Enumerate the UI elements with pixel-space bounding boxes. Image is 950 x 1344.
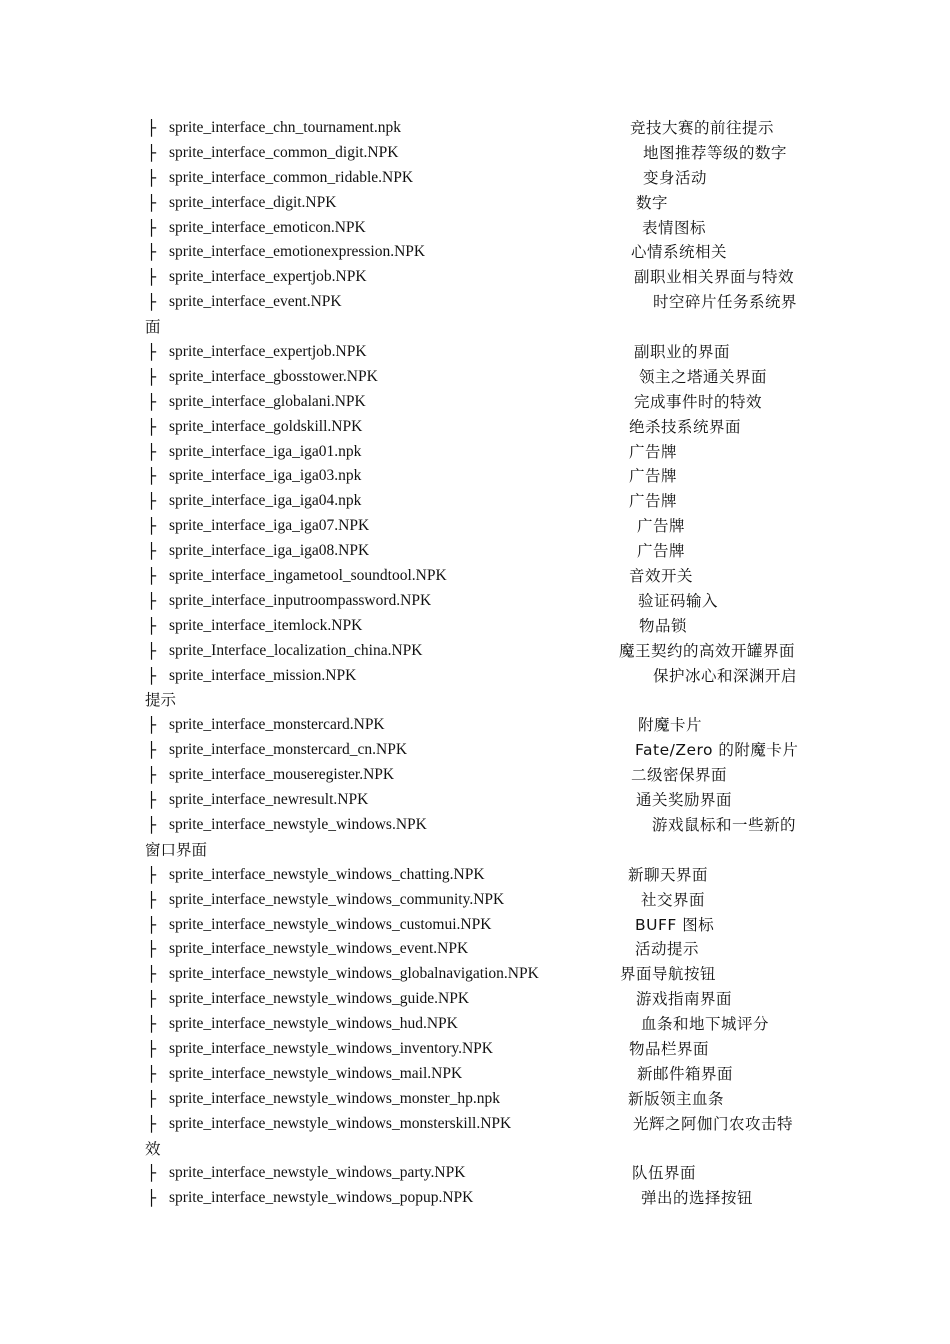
file-description: 通关奖励界面 — [636, 791, 733, 810]
file-description: 数字 — [636, 193, 669, 212]
tree-branch-icon: ├ — [147, 1114, 157, 1133]
file-name: sprite_Interface_localization_china.NPK — [169, 641, 423, 659]
tree-branch-icon: ├ — [147, 442, 157, 461]
tree-branch-icon: ├ — [147, 1164, 157, 1183]
list-item — [145, 1037, 815, 1062]
file-description: 队伍界面 — [632, 1164, 697, 1183]
list-item — [145, 216, 815, 241]
tree-branch-icon: ├ — [147, 517, 157, 536]
file-name: sprite_interface_common_ridable.NPK — [169, 168, 414, 186]
file-description: 界面导航按钮 — [620, 965, 717, 984]
file-name: sprite_interface_emoticon.NPK — [169, 218, 366, 236]
wrapped-line — [145, 688, 815, 713]
list-item — [145, 1012, 815, 1037]
tree-branch-icon: ├ — [147, 990, 157, 1009]
tree-branch-icon: ├ — [147, 243, 157, 262]
list-item — [145, 390, 815, 415]
file-description: 广告牌 — [629, 467, 678, 486]
file-description: 领主之塔通关界面 — [639, 367, 768, 386]
file-name: sprite_interface_newstyle_windows_mail.NPK — [169, 1064, 463, 1082]
list-item — [145, 1087, 815, 1112]
tree-branch-icon: ├ — [147, 293, 157, 312]
file-name: sprite_interface_iga_iga07.NPK — [169, 517, 370, 535]
list-item — [145, 1112, 815, 1137]
file-name: sprite_interface_newstyle_windows_monster_hp.npk — [169, 1089, 501, 1107]
file-name: sprite_interface_event.NPK — [169, 293, 342, 311]
file-description: 副职业相关界面与特效 — [634, 268, 795, 287]
tree-branch-icon: ├ — [147, 890, 157, 909]
description-continuation: 窗口界面 — [145, 840, 208, 859]
file-name: sprite_interface_newstyle_windows_hud.NPK — [169, 1015, 458, 1033]
file-name: sprite_interface_monstercard_cn.NPK — [169, 741, 408, 759]
list-item — [145, 763, 815, 788]
list-item — [145, 440, 815, 465]
file-name: sprite_interface_goldskill.NPK — [169, 417, 363, 435]
file-description: 新聊天界面 — [628, 865, 709, 884]
file-name: sprite_interface_ingametool_soundtool.NPK — [169, 567, 447, 585]
tree-branch-icon: ├ — [147, 791, 157, 810]
file-name: sprite_interface_newstyle_windows_community.NPK — [169, 890, 505, 908]
description-continuation: 面 — [145, 318, 161, 337]
list-item — [145, 913, 815, 938]
tree-branch-icon: ├ — [147, 591, 157, 610]
list-item — [145, 813, 815, 838]
tree-branch-icon: ├ — [147, 168, 157, 187]
file-name: sprite_interface_expertjob.NPK — [169, 268, 367, 286]
tree-branch-icon: ├ — [147, 343, 157, 362]
file-name: sprite_interface_mission.NPK — [169, 666, 357, 684]
description-continuation: 提示 — [145, 691, 177, 710]
list-item — [145, 1186, 815, 1211]
description-continuation: 效 — [145, 1139, 161, 1158]
tree-branch-icon: ├ — [147, 915, 157, 934]
list-item — [145, 365, 815, 390]
list-item — [145, 290, 815, 315]
file-name: sprite_interface_itemlock.NPK — [169, 616, 363, 634]
tree-branch-icon: ├ — [147, 392, 157, 411]
list-item — [145, 240, 815, 265]
file-name: sprite_interface_iga_iga03.npk — [169, 467, 362, 485]
list-item — [145, 987, 815, 1012]
file-description: 游戏指南界面 — [636, 990, 733, 1009]
file-description: 活动提示 — [635, 940, 700, 959]
wrapped-line — [145, 315, 815, 340]
list-item — [145, 639, 815, 664]
file-name: sprite_interface_newstyle_windows_popup.NPK — [169, 1189, 474, 1207]
list-item — [145, 888, 815, 913]
tree-branch-icon: ├ — [147, 218, 157, 237]
list-item — [145, 713, 815, 738]
list-item — [145, 564, 815, 589]
tree-branch-icon: ├ — [147, 616, 157, 635]
list-item — [145, 962, 815, 987]
list-item — [145, 863, 815, 888]
tree-branch-icon: ├ — [147, 865, 157, 884]
file-description: 广告牌 — [629, 492, 678, 511]
file-name: sprite_interface_newresult.NPK — [169, 791, 369, 809]
file-description: 广告牌 — [637, 542, 686, 561]
file-description: 保护冰心和深渊开启 — [653, 666, 798, 685]
file-description: 心情系统相关 — [631, 243, 728, 262]
file-name: sprite_interface_iga_iga01.npk — [169, 442, 362, 460]
file-description: 物品栏界面 — [629, 1039, 710, 1058]
file-name: sprite_interface_inputroompassword.NPK — [169, 591, 432, 609]
file-name: sprite_interface_gbosstower.NPK — [169, 367, 378, 385]
file-description: 二级密保界面 — [631, 766, 728, 785]
tree-branch-icon: ├ — [147, 143, 157, 162]
file-description: 地图推荐等级的数字 — [643, 143, 788, 162]
file-name: sprite_interface_emotionexpression.NPK — [169, 243, 426, 261]
list-item — [145, 1161, 815, 1186]
file-name: sprite_interface_expertjob.NPK — [169, 343, 367, 361]
list-item — [145, 1062, 815, 1087]
tree-branch-icon: ├ — [147, 268, 157, 287]
tree-branch-icon: ├ — [147, 716, 157, 735]
list-item — [145, 116, 815, 141]
file-name: sprite_interface_iga_iga08.NPK — [169, 542, 370, 560]
tree-branch-icon: ├ — [147, 815, 157, 834]
file-description: 验证码输入 — [638, 591, 719, 610]
tree-branch-icon: ├ — [147, 417, 157, 436]
tree-branch-icon: ├ — [147, 965, 157, 984]
list-item — [145, 514, 815, 539]
file-description: 变身活动 — [643, 168, 708, 187]
file-name: sprite_interface_newstyle_windows_globalnavigation.NPK — [169, 965, 539, 983]
tree-branch-icon: ├ — [147, 666, 157, 685]
list-item — [145, 340, 815, 365]
tree-branch-icon: ├ — [147, 1015, 157, 1034]
file-description: 新邮件箱界面 — [637, 1064, 734, 1083]
list-item — [145, 589, 815, 614]
wrapped-line — [145, 1137, 815, 1162]
file-name: sprite_interface_digit.NPK — [169, 193, 337, 211]
file-description: 完成事件时的特效 — [634, 392, 763, 411]
list-item — [145, 664, 815, 689]
file-description: 竞技大赛的前往提示 — [630, 119, 775, 137]
file-description: 血条和地下城评分 — [641, 1015, 770, 1034]
tree-branch-icon: ├ — [147, 1039, 157, 1058]
file-description: 广告牌 — [629, 442, 678, 461]
file-description: 社交界面 — [641, 890, 706, 909]
file-name: sprite_interface_newstyle_windows_guide.NPK — [169, 990, 470, 1008]
file-description: 游戏鼠标和一些新的 — [652, 815, 797, 834]
file-name: sprite_interface_newstyle_windows_monsterskill.NPK — [169, 1114, 512, 1132]
tree-branch-icon: ├ — [147, 492, 157, 511]
file-name: sprite_interface_newstyle_windows_customui.NPK — [169, 915, 492, 933]
tree-branch-icon: ├ — [147, 641, 157, 660]
file-description: 音效开关 — [629, 567, 694, 586]
list-item — [145, 788, 815, 813]
file-name: sprite_interface_mouseregister.NPK — [169, 766, 395, 784]
file-name: sprite_interface_monstercard.NPK — [169, 716, 385, 734]
file-description: 绝杀技系统界面 — [629, 417, 742, 436]
list-item — [145, 141, 815, 166]
file-description: 附魔卡片 — [638, 716, 703, 735]
list-item — [145, 614, 815, 639]
file-name: sprite_interface_common_digit.NPK — [169, 143, 399, 161]
tree-branch-icon: ├ — [147, 741, 157, 760]
file-description: 弹出的选择按钮 — [641, 1189, 754, 1208]
file-description: 广告牌 — [637, 517, 686, 536]
file-name: sprite_interface_newstyle_windows_inventory.NPK — [169, 1039, 493, 1057]
tree-branch-icon: ├ — [147, 940, 157, 959]
tree-branch-icon: ├ — [147, 1189, 157, 1208]
file-name: sprite_interface_newstyle_windows_party.NPK — [169, 1164, 466, 1182]
wrapped-line — [145, 838, 815, 863]
tree-branch-icon: ├ — [147, 467, 157, 486]
list-item — [145, 464, 815, 489]
file-description: 副职业的界面 — [634, 343, 731, 362]
list-item — [145, 191, 815, 216]
list-item — [145, 415, 815, 440]
list-item — [145, 489, 815, 514]
file-description: 时空碎片任务系统界 — [653, 293, 798, 312]
file-name: sprite_interface_iga_iga04.npk — [169, 492, 362, 510]
tree-branch-icon: ├ — [147, 542, 157, 561]
tree-branch-icon: ├ — [147, 766, 157, 785]
file-description: 魔王契约的高效开罐界面 — [619, 641, 796, 660]
file-name: sprite_interface_newstyle_windows_event.NPK — [169, 940, 469, 958]
file-description: 物品锁 — [639, 616, 688, 635]
tree-branch-icon: ├ — [147, 193, 157, 212]
tree-branch-icon: ├ — [147, 567, 157, 586]
file-description: 新版领主血条 — [628, 1089, 725, 1108]
file-listing — [145, 116, 815, 1211]
list-item — [145, 265, 815, 290]
list-item — [145, 937, 815, 962]
tree-branch-icon: ├ — [147, 119, 157, 137]
file-name: sprite_interface_globalani.NPK — [169, 392, 366, 410]
file-description: 表情图标 — [642, 218, 707, 237]
file-name: sprite_interface_newstyle_windows.NPK — [169, 815, 427, 833]
file-description: 光辉之阿伽门农攻击特 — [633, 1114, 794, 1133]
list-item — [145, 166, 815, 191]
list-item — [145, 539, 815, 564]
file-name: sprite_interface_chn_tournament.npk — [169, 119, 401, 136]
file-description: Fate/Zero 的附魔卡片 — [635, 741, 799, 760]
list-item — [145, 738, 815, 763]
tree-branch-icon: ├ — [147, 1064, 157, 1083]
tree-branch-icon: ├ — [147, 367, 157, 386]
file-name: sprite_interface_newstyle_windows_chatting.NPK — [169, 865, 485, 883]
file-description: BUFF 图标 — [635, 915, 715, 934]
tree-branch-icon: ├ — [147, 1089, 157, 1108]
